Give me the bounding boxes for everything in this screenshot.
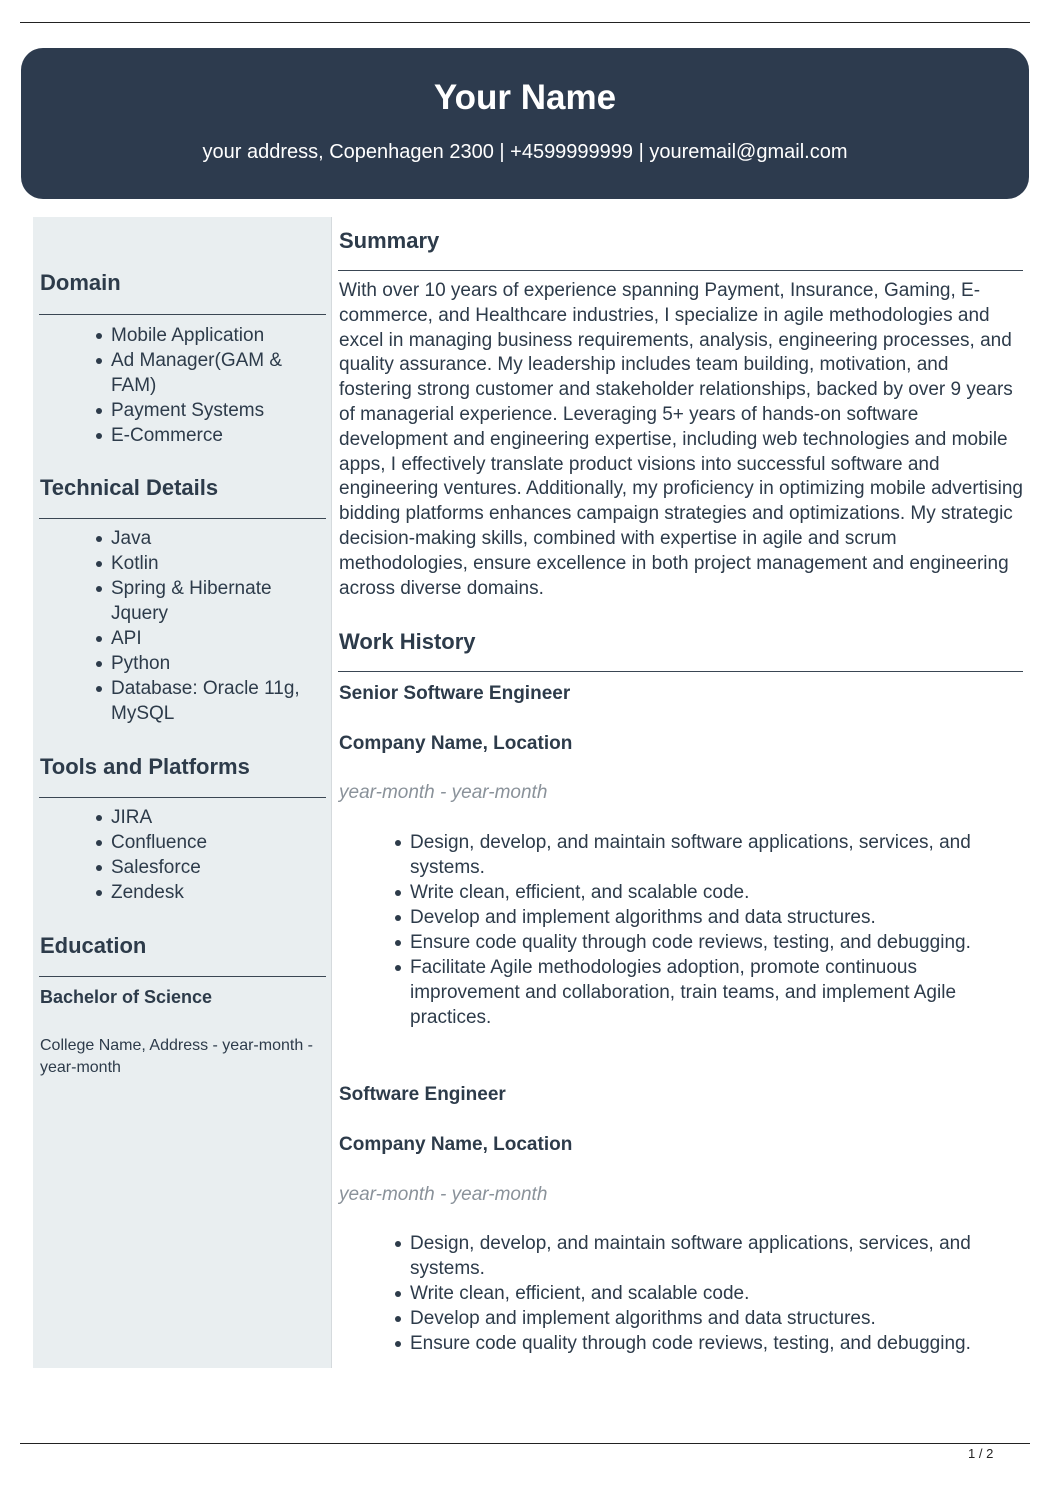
list-item: JIRA: [111, 805, 321, 830]
list-item: Payment Systems: [111, 398, 321, 423]
job-title: Software Engineer: [339, 1084, 506, 1105]
list-item: Develop and implement algorithms and data structures.: [410, 905, 1020, 930]
list-item: Python: [111, 651, 321, 676]
list-item: Confluence: [111, 830, 321, 855]
list-item: API: [111, 626, 321, 651]
page-number: 1 / 2: [968, 1446, 994, 1461]
technical-list: [111, 526, 321, 726]
list-item: Ad Manager(GAM & FAM): [111, 348, 321, 398]
top-rule: [20, 22, 1030, 23]
person-name: Your Name: [433, 78, 617, 117]
summary-text: With over 10 years of experience spanning Payment, Insurance, Gaming, E-commerce, and Healthcare industries, I specialize in agile methodologies and excel in managing business requirements, analysis, engineering processes, and quality assurance. My leadership includes team building, motivation, and fostering strong customer and stakeholder relationships, backed by over 9 years of managerial experience. Leveraging 5+ years of hands-on software development and engineering expertise, including web technologies and mobile apps, I effectively translate product visions into successful software and engineering ventures. Additionally, my proficiency in optimizing mobile advertising bidding platforms enhances campaign strategies and optimizations. My strategic decision-making skills, combined with expertise in agile and scrum methodologies, ensure excellence in both project management and engineering across diverse domains.: [339, 280, 1023, 599]
list-item: Database: Oracle 11g, MySQL: [111, 676, 321, 726]
tools-divider: [39, 797, 326, 798]
list-item: Ensure code quality through code reviews, testing, and debugging.: [410, 930, 1020, 955]
job-company: Company Name, Location: [339, 1134, 573, 1155]
tools-title: Tools and Platforms: [40, 754, 250, 779]
summary-title: Summary: [339, 228, 440, 253]
list-item: Facilitate Agile methodologies adoption, promote continuous improvement and collaboration, train teams, and implement Agile practices.: [410, 955, 1020, 1030]
list-item: Kotlin: [111, 551, 321, 576]
tools-list: [111, 805, 321, 905]
list-item: Write clean, efficient, and scalable code.: [410, 880, 1020, 905]
list-item: Java: [111, 526, 321, 551]
resume-header: [21, 48, 1029, 199]
contact-line: your address, Copenhagen 2300 | +4599999999 | youremail@gmail.com: [202, 141, 848, 163]
domain-title: Domain: [40, 270, 121, 295]
list-item: Develop and implement algorithms and data structures.: [410, 1306, 1020, 1331]
list-item: Write clean, efficient, and scalable code.: [410, 1281, 1020, 1306]
education-title: Education: [40, 933, 147, 958]
bottom-rule: [20, 1443, 1030, 1444]
list-item: Zendesk: [111, 880, 321, 905]
job-company: Company Name, Location: [339, 733, 573, 754]
education-school: College Name, Address - year-month - year-month: [40, 1037, 313, 1076]
domain-list: [111, 323, 321, 448]
list-item: Mobile Application: [111, 323, 321, 348]
technical-title: Technical Details: [40, 475, 219, 500]
work-history-divider: [338, 671, 1023, 672]
education-divider: [39, 976, 326, 977]
summary-divider: [338, 270, 1023, 271]
domain-divider: [39, 314, 326, 315]
sidebar: [33, 217, 332, 1368]
list-item: Design, develop, and maintain software applications, services, and systems.: [410, 1231, 1020, 1281]
work-history-title: Work History: [339, 629, 476, 654]
list-item: Spring & Hibernate Jquery: [111, 576, 321, 626]
job-dates: year-month - year-month: [339, 782, 548, 803]
technical-divider: [39, 518, 326, 519]
list-item: Salesforce: [111, 855, 321, 880]
list-item: Ensure code quality through code reviews, testing, and debugging.: [410, 1331, 1020, 1356]
list-item: Design, develop, and maintain software applications, services, and systems.: [410, 830, 1020, 880]
education-degree: Bachelor of Science: [40, 987, 213, 1007]
list-item: E-Commerce: [111, 423, 321, 448]
job-title: Senior Software Engineer: [339, 683, 571, 704]
job-duties: [410, 830, 1020, 1030]
job-dates: year-month - year-month: [339, 1184, 548, 1205]
job-duties: [410, 1231, 1020, 1356]
